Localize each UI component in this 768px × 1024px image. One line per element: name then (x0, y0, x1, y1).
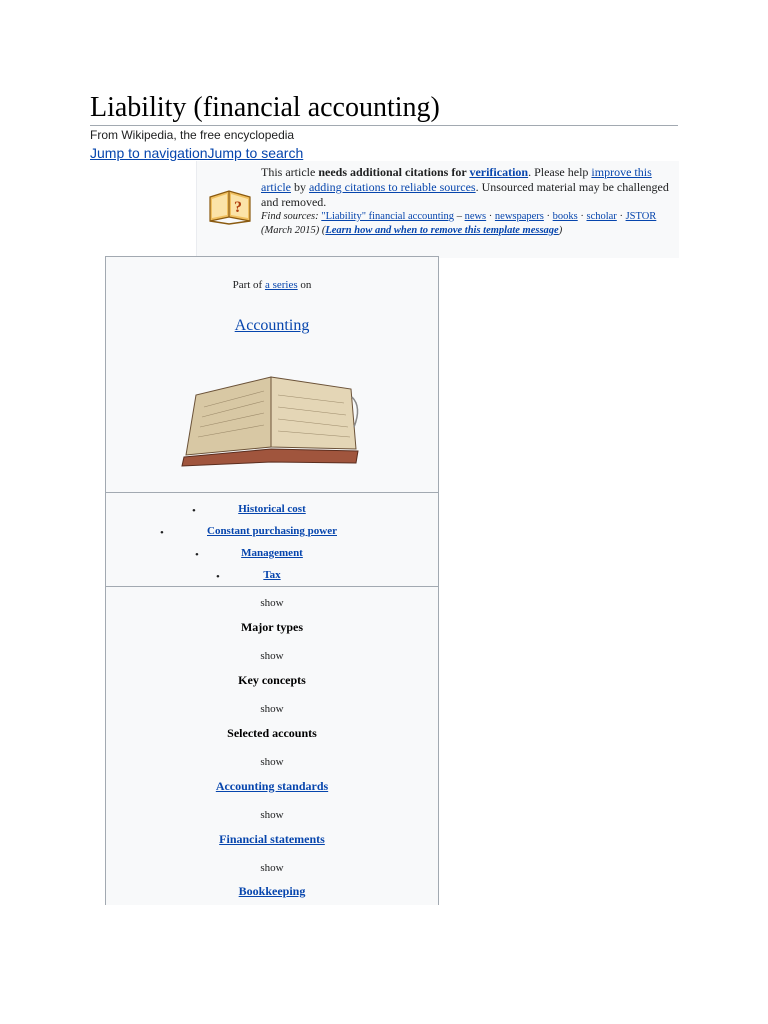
list-item-management (106, 547, 438, 559)
news-link[interactable]: news (464, 211, 487, 222)
notice-text-3: by (290, 180, 309, 194)
notice-text-1: This article (261, 165, 319, 179)
accounting-standards-link[interactable]: Accounting standards (215, 779, 329, 793)
dot-separator: · (486, 211, 495, 222)
dot-separator: · (616, 211, 626, 222)
dot-separator: · (577, 211, 587, 222)
paren-close: ) (558, 225, 563, 236)
jump-to-search-link[interactable]: Jump to search (207, 145, 304, 161)
question-book-icon (207, 187, 253, 225)
svg-text:?: ? (234, 199, 242, 216)
jump-to-navigation-link[interactable]: Jump to navigation (90, 145, 208, 161)
show-toggle-selected-accounts[interactable]: show (260, 703, 284, 715)
notice-text-2: . Please help (528, 165, 592, 179)
site-tagline: From Wikipedia, the free encyclopedia (90, 128, 295, 142)
section-accounting-standards (106, 779, 438, 794)
series-link[interactable]: a series (264, 279, 298, 291)
dot-separator: · (543, 211, 553, 222)
list-item-historical-cost (106, 503, 438, 515)
list-bullet: • (216, 571, 220, 583)
notice-text (261, 165, 675, 238)
list-item-tax (106, 569, 438, 581)
series-caption-post: on (297, 279, 312, 291)
show-toggle-accounting-standards[interactable]: show (260, 756, 284, 768)
financial-statements-link[interactable]: Financial statements (219, 832, 325, 846)
dash-separator: – (454, 211, 465, 222)
management-link[interactable]: Management (241, 547, 303, 559)
historical-cost-link[interactable]: Historical cost (238, 503, 306, 515)
improve-article-link[interactable]: improve this article (261, 165, 652, 194)
find-query-link[interactable]: "Liability" financial accounting (321, 211, 455, 222)
newspapers-link[interactable]: newspapers (494, 211, 544, 222)
learn-how-link[interactable]: Learn how and when to remove this template message (325, 225, 559, 236)
list-bullet: • (160, 527, 164, 539)
notice-text-4: . Unsourced material may be challenged and removed. (261, 180, 669, 209)
paren-open: ( (321, 225, 326, 236)
jump-links (90, 145, 303, 162)
show-toggle-major-types[interactable]: show (260, 597, 284, 609)
bookkeeping-link[interactable]: Bookkeeping (238, 884, 306, 898)
citation-notice-box (196, 161, 679, 258)
find-sources-line (261, 210, 675, 238)
list-item-constant-purchasing-power (106, 525, 438, 537)
section-financial-statements (106, 832, 438, 847)
notice-date: (March 2015) (261, 225, 322, 236)
series-caption (106, 279, 438, 291)
title-divider (90, 125, 678, 126)
list-bullet: • (195, 549, 199, 561)
jstor-link[interactable]: JSTOR (625, 211, 657, 222)
section-bookkeeping (106, 884, 438, 899)
ledger-book-image (176, 367, 366, 467)
section-key-concepts: Key concepts (238, 673, 306, 687)
notice-bold-text: needs additional citations for (318, 165, 470, 179)
series-caption-pre: Part of (232, 279, 265, 291)
verification-link[interactable]: verification (469, 165, 529, 179)
accounting-link[interactable]: Accounting (234, 317, 310, 334)
show-toggle-key-concepts[interactable]: show (260, 650, 284, 662)
accounting-sidebar-infobox (105, 256, 439, 905)
find-sources-label: Find sources: (261, 211, 322, 222)
section-major-types: Major types (240, 620, 304, 634)
infobox-divider (106, 586, 438, 587)
adding-citations-link[interactable]: adding citations to reliable sources (308, 180, 476, 194)
show-toggle-financial-statements[interactable]: show (260, 809, 284, 821)
list-bullet: • (192, 505, 196, 517)
sidebar-title (106, 317, 438, 335)
show-toggle-bookkeeping[interactable]: show (260, 862, 284, 874)
books-link[interactable]: books (552, 211, 578, 222)
section-selected-accounts: Selected accounts (227, 726, 317, 740)
infobox-divider (106, 492, 438, 493)
tax-link[interactable]: Tax (263, 569, 281, 581)
scholar-link[interactable]: scholar (586, 211, 617, 222)
constant-purchasing-power-link[interactable]: Constant purchasing power (207, 525, 337, 537)
page-title: Liability (financial accounting) (90, 92, 440, 123)
